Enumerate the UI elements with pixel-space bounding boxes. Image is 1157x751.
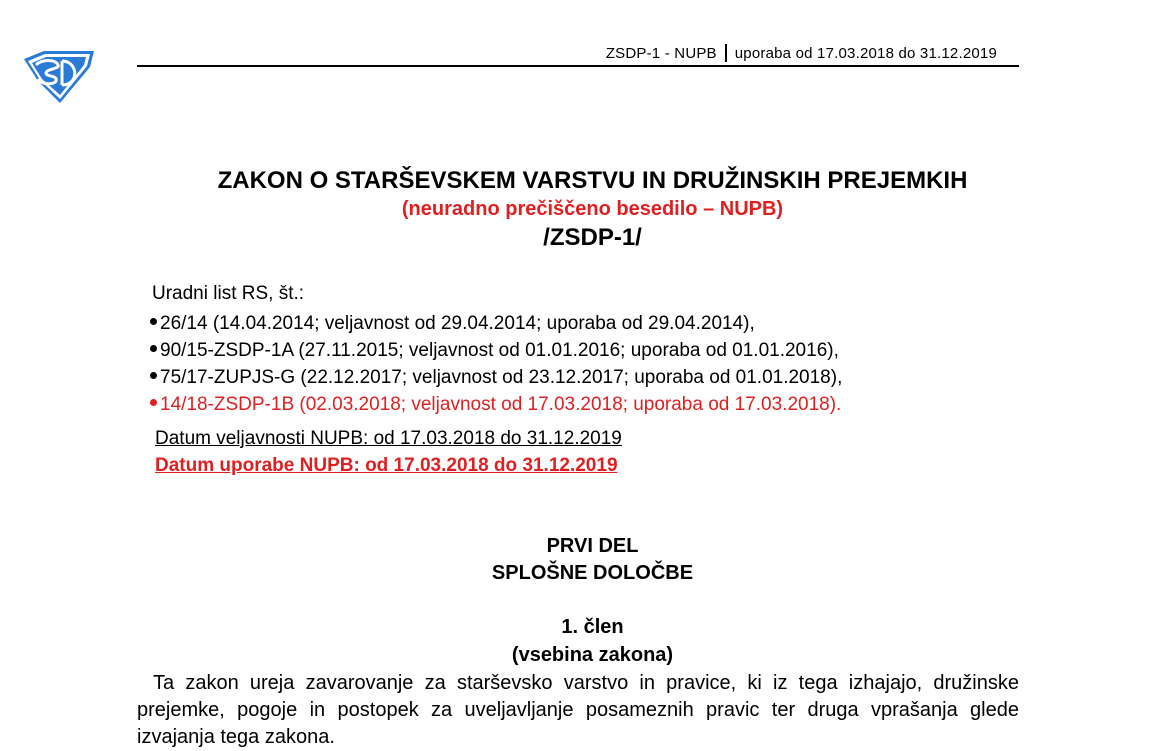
document-title: ZAKON O STARŠEVSKEM VARSTVU IN DRUŽINSKIH PREJEMKIH [217, 167, 968, 194]
usage-date: Datum uporabe NUPB: od 17.03.2018 do 31.12.2019 [155, 455, 618, 476]
part-title: SPLOŠNE DOLOČBE [491, 562, 694, 584]
header-rule [137, 65, 1019, 67]
article-body: Ta zakon ureja zavarovanje za starševsko varstvo in pravice, ki iz tega izhajajo, družinske prejemke, pogoje in postopek za uveljavljanje posameznih pravic ter druga vprašanja glede izvajanja tega zakona. [137, 672, 1019, 748]
amendment-text: 75/17-ZUPJS-G (22.12.2017; veljavnost od 23.12.2017; uporaba od 01.01.2018), [160, 367, 843, 388]
header-usage-period: uporaba od 17.03.2018 do 31.12.2019 [734, 44, 997, 62]
amendment-list [150, 310, 842, 418]
official-gazette-label: Uradni list RS, št.: [152, 283, 305, 304]
bullet-icon [150, 318, 157, 325]
validity-date: Datum veljavnosti NUPB: od 17.03.2018 do 31.12.2019 [155, 428, 622, 449]
bullet-icon [150, 399, 157, 406]
sd-logo-icon [22, 45, 96, 105]
amendment-text: 90/15-ZSDP-1A (27.11.2015; veljavnost od 01.01.2016; uporaba od 01.01.2016), [160, 340, 839, 361]
article-number: 1. člen [561, 616, 624, 638]
header-separator [725, 44, 727, 62]
document-subtitle: (neuradno prečiščeno besedilo – NUPB) [401, 198, 784, 220]
amendment-text: 26/14 (14.04.2014; veljavnost od 29.04.2014; uporaba od 29.04.2014), [160, 313, 755, 334]
amendment-item-current [150, 391, 842, 418]
bullet-icon [150, 372, 157, 379]
document-abbreviation: /ZSDP-1/ [543, 224, 642, 251]
part-number: PRVI DEL [546, 535, 639, 557]
bullet-icon [150, 345, 157, 352]
page-header [606, 44, 997, 62]
amendment-item [150, 337, 842, 364]
amendment-item [150, 364, 842, 391]
amendment-text: 14/18-ZSDP-1B (02.03.2018; veljavnost od 17.03.2018; uporaba od 17.03.2018). [160, 394, 842, 415]
header-document-id: ZSDP-1 - NUPB [605, 44, 717, 62]
article-title: (vsebina zakona) [511, 644, 674, 666]
amendment-item [150, 310, 842, 337]
